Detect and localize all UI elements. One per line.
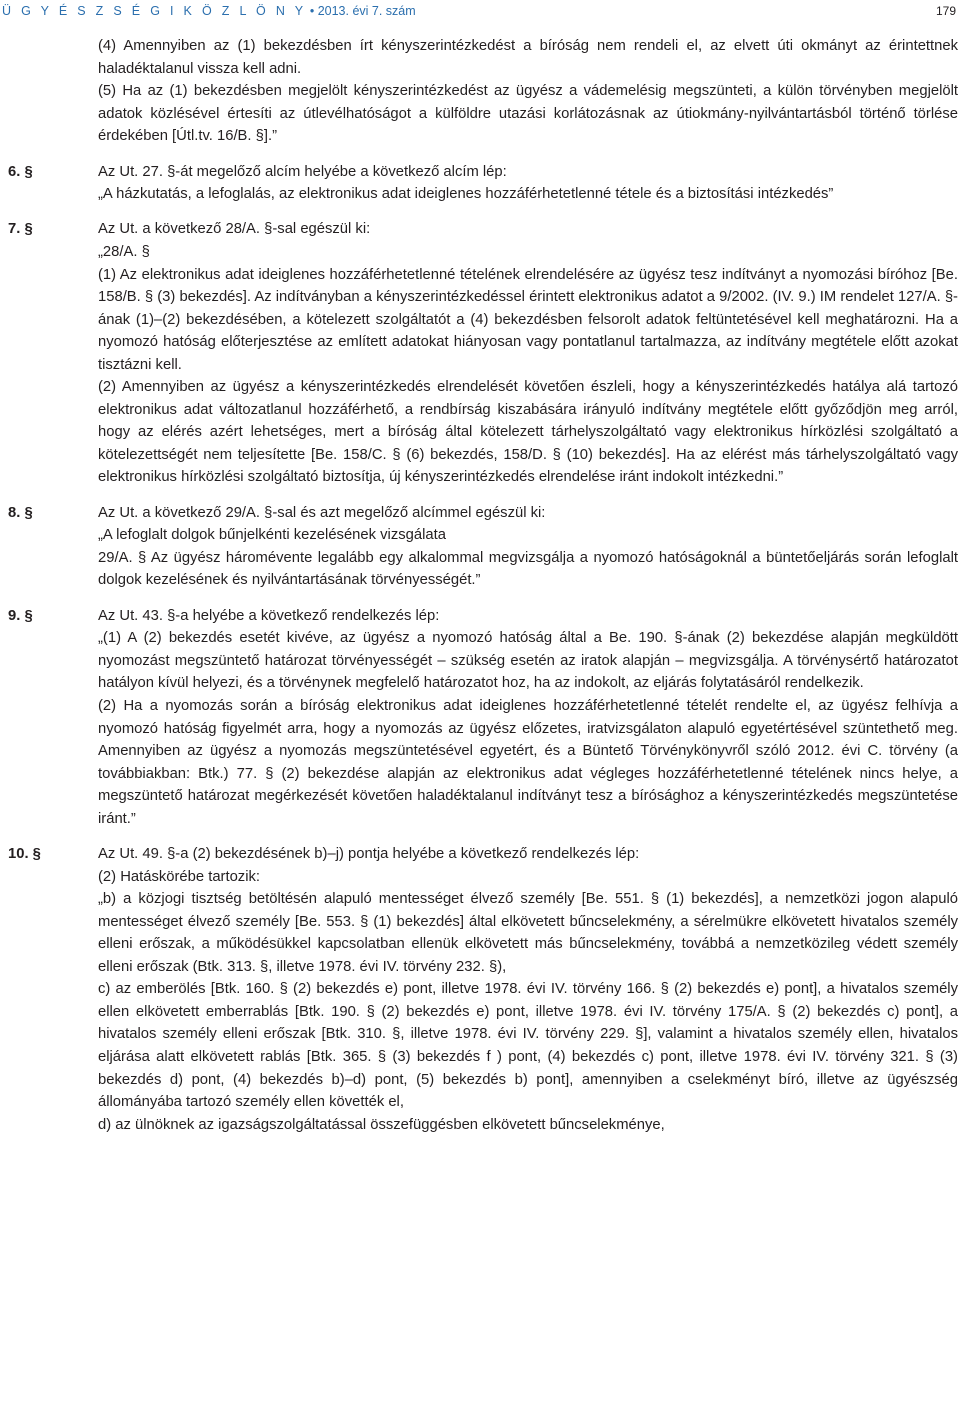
section-paragraph: Az Ut. a következő 29/A. §-sal és azt megelőző alcímmel egészül ki:	[98, 504, 546, 521]
section-paragraph: Az Ut. 43. §-a helyébe a következő rendelkezés lép:	[98, 607, 440, 624]
section-paragraph: (2) Hatáskörébe tartozik:	[98, 868, 261, 885]
section-paragraph: „A házkutatás, a lefoglalás, az elektronikus adat ideiglenes hozzáférhetetlenné tétele és a biztosítási intézkedés”	[98, 186, 834, 203]
section-10	[0, 843, 960, 1136]
section-paragraph: (2) Ha a nyomozás során a bíróság elektronikus adat ideiglenes hozzáférhetetlenné tételét rendelte el, az ügyész felhívja a nyomozó hatóság figyelmét arra, hogy a nyomozás az ügyész előzetes, iratvizsgálaton alapuló egyetértésével szüntethető meg. Amennyiben az ügyész a nyomozás megszüntetésével egyetért, és a Büntető Törvénykönyvről szóló 2012. évi C. törvény (a továbbiakban: Btk.) 77. § (2) bekezdése alapján az elektronikus adat végleges hozzáférhetetlenné tételének nincs helye, a megszüntető határozat megérkezését követően haladéktalanul indítványt tesz a bírósághoz a kényszerintézkedés megszüntetése iránt.”	[98, 697, 958, 827]
section-6	[0, 161, 960, 206]
section-number: 8. §	[8, 504, 33, 521]
section-paragraph: „A lefoglalt dolgok bűnjelkénti kezelésének vizsgálata	[98, 527, 446, 544]
section-7	[0, 218, 960, 489]
section-8	[0, 502, 960, 592]
section-paragraph: (2) Amennyiben az ügyész a kényszerintézkedés elrendelését követően észleli, hogy a kényszerintézkedés hatálya alá tartozó elektronikus adat változatlanul hozzáférhető, a rendbírság kiszabására irányuló indítvány megtétele előtt győződjön meg arról, hogy az elérés azért lehetséges, mert a bíróság által kötelezett tárhelyszolgáltató vagy elektronikus hírközlési szolgáltató a kötelezettségét nem teljesítette [Be. 158/C. § (6) bekezdés, 158/D. § (10) bekezdés]. Ha az elérést más tárhelyszolgáltató vagy elektronikus hírközlési szolgáltató biztosítja, új kényszerintézkedés elrendelése iránt indokolt intézkedni.”	[98, 379, 958, 486]
section-number: 7. §	[8, 221, 33, 238]
journal-title: Ü G Y É S Z S É G I K Ö Z L Ö N Y	[2, 4, 307, 18]
section-paragraph: (1) Az elektronikus adat ideiglenes hozzáférhetetlenné tételének elrendelésére az ügyész tesz indítványt a nyomozási bíróhoz [Be. 158/B. § (3) bekezdés]. Az indítványban a kényszerintézkedéssel érintett elektronikus adatot a 9/2002. (IV. 9.) IM rendelet 127/A. §-ának (1)–(2) bekezdésében, a kötelezett szolgáltatót a (4) bekezdésben felsorolt adatok feltüntetésével kell meghatározni. Ha a nyomozó hatóság előterjesztése az említett adatokat hiányosan vagy pontatlanul tartalmazza, az indítvány megtétele előtt azokat tisztázni kell.	[98, 266, 958, 373]
document-body	[0, 35, 960, 1136]
intro-paragraph-5: (5) Ha az (1) bekezdésben megjelölt kényszerintézkedést az ügyész a vádemelésig megszünteti, a külön törvényben megjelölt adatok közlésével értesíti az útlevélhatóságot a külföldre utazási korlátozásnak az útiokmány-nyilvántartásból történő törlése érdekében [Útl.tv. 16/B. §].”	[98, 83, 958, 145]
page-number: 179	[935, 4, 956, 18]
section-number: 10. §	[8, 846, 41, 863]
section-paragraph: Az Ut. a következő 28/A. §-sal egészül ki:	[98, 221, 371, 238]
section-paragraph: d) az ülnöknek az igazságszolgáltatással összefüggésben elkövetett bűncselekménye,	[98, 1116, 665, 1133]
section-paragraph: Az Ut. 27. §-át megelőző alcím helyébe a következő alcím lép:	[98, 163, 507, 180]
page-header	[0, 0, 960, 22]
section-paragraph: 29/A. § Az ügyész háromévente legalább egy alkalommal megvizsgálja a nyomozó hatóságoknál a büntetőeljárás során lefoglalt dolgok kezelésének és nyilvántartásának törvényességét.”	[98, 549, 958, 589]
section-paragraph: „b) a közjogi tisztség betöltésén alapuló mentességet élvező személy [Be. 551. § (1) bekezdés], a nemzetközi jogon alapuló mentességet élvező személy [Be. 553. § (1) bekezdés] által elkövetett bűncselekmény, a sérelmükre elkövetett hivatalos személy elleni erőszak, a működésükkel kapcsolatban ellenük elkövetett más bűncselekmény, továbbá a nemzetközileg védett személy elleni erőszak (Btk. 313. §, illetve 1978. évi IV. törvény 232. §),	[98, 891, 958, 975]
header-separator: •	[309, 4, 315, 18]
intro-paragraph-4: (4) Amennyiben az (1) bekezdésben írt kényszerintézkedést a bíróság nem rendeli el, az elvett úti okmányt az érintettnek haladéktalanul vissza kell adni.	[98, 38, 958, 77]
section-paragraph: c) az emberölés [Btk. 160. § (2) bekezdés e) pont, illetve 1978. évi IV. törvény 166. § (2) bekezdés e) pont], a hivatalos személy ellen elkövetett emberrablás [Btk. 190. § (2) bekezdés e) pont, illetve 1978. évi IV. törvény 175/A. § (2) bekezdés c) pont], a hivatalos személy elleni erőszak [Btk. 310. §, illetve 1978. évi IV. törvény 229. §], valamint a hivatalos személy ellen, hivatalos eljárása alatt elkövetett rablás [Btk. 365. § (3) bekezdés f ) pont, (4) bekezdés c) pont, illetve 1978. évi IV. törvény 321. § (3) bekezdés d) pont, (4) bekezdés b)–d) pont, (5) bekezdés b) pont], amennyiben a cselekményt bíró, illetve az ügyészség állományába tartozó személy ellen követték el,	[98, 981, 958, 1111]
section-number: 9. §	[8, 607, 33, 624]
section-9	[0, 605, 960, 830]
section-number: 6. §	[8, 163, 33, 180]
section-paragraph: „(1) A (2) bekezdés esetét kivéve, az ügyész a nyomozó hatóság által a Be. 190. §-ának (2) bekezdése alapján megküldött nyomozást megszüntető határozat törvényességét – szükség esetén az iratok alapján – megvizsgálja. A törvénysértő határozatot hatályon kívül helyezi, és a törvénynek megfelelő határozatot hoz, ha az indokolt, az eljárás folytatásáról rendelkezik.	[98, 630, 958, 692]
running-head	[2, 2, 416, 20]
section-paragraph: Az Ut. 49. §-a (2) bekezdésének b)–j) pontja helyébe a következő rendelkezés lép:	[98, 846, 640, 863]
section-paragraph: „28/A. §	[98, 243, 150, 260]
issue-label: 2013. évi 7. szám	[317, 4, 416, 18]
